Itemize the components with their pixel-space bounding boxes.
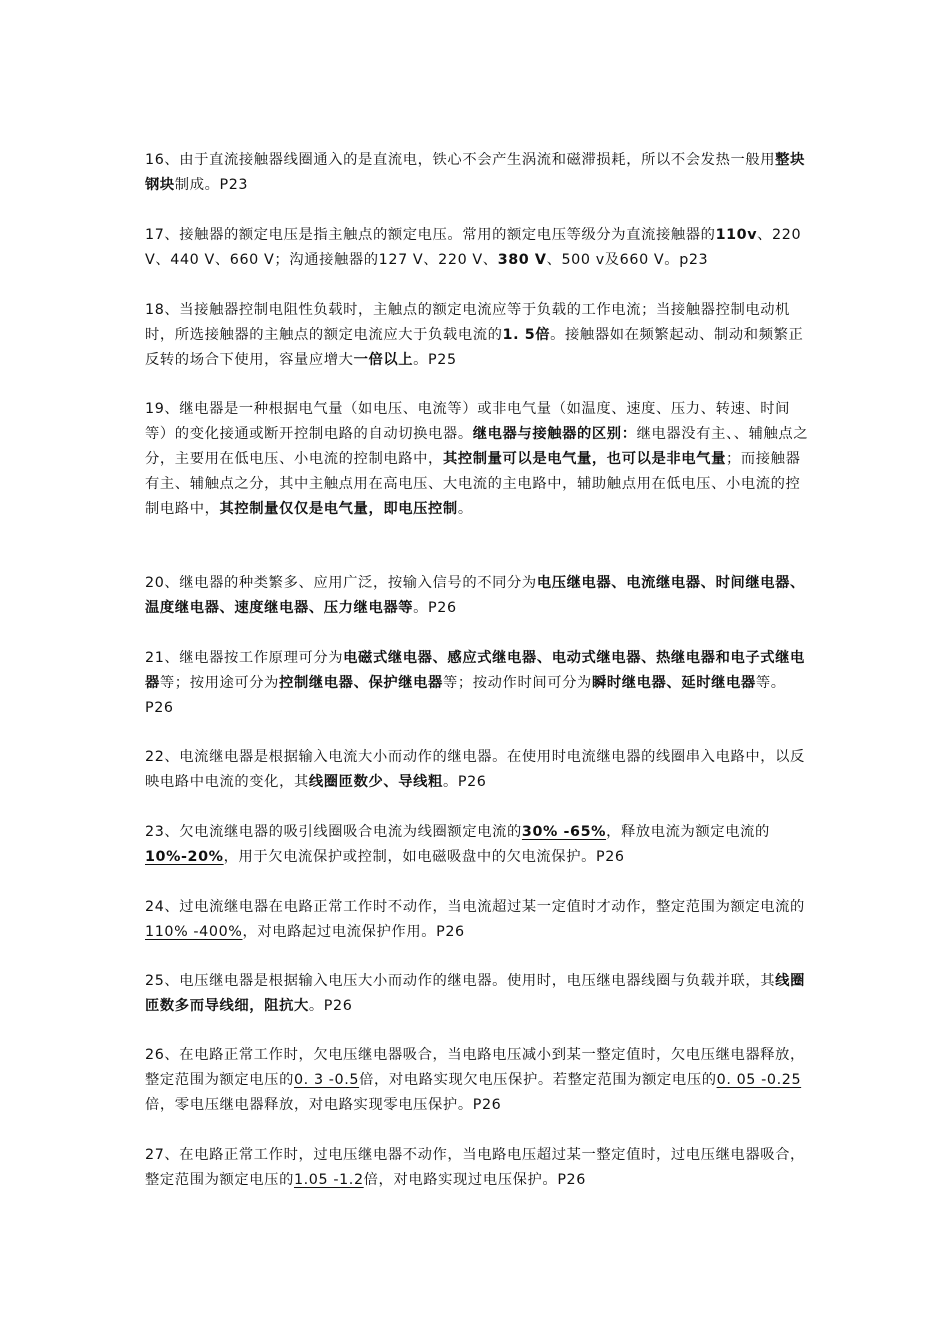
text-run: ；而接触器有主、辅触点之分，其中主触点用在高电压、大电流的主电路中，辅助触点用在低电压、小电流的控制电路中， — [145, 451, 801, 517]
bold-term: 线圈匝数多而导线细，阻抗大 — [145, 973, 805, 1014]
text-run: 。P25 — [413, 352, 457, 368]
paragraph-23 — [145, 820, 810, 870]
text-run: 26、在电路正常工作时，欠电压继电器吸合，当电路电压减小到某一整定值时，欠电压继电器释放，整定范围为额定电压的 — [145, 1047, 805, 1088]
text-run: 倍，零电压继电器释放，对电路实现零电压保护。P26 — [145, 1097, 502, 1113]
text-run: 22、电流继电器是根据输入电流大小而动作的继电器。在使用时电流继电器的线圈串入电路中，以反映电路中电流的变化，其 — [145, 749, 805, 790]
paragraph-27 — [145, 1143, 810, 1193]
text-run: 24、过电流继电器在电路正常工作时不动作，当电流超过某一定值时才动作，整定范围为额定电流的 — [145, 899, 805, 915]
text-run: 17、接触器的额定电压是指主触点的额定电压。常用的额定电压等级分为直流接触器的 — [145, 227, 716, 243]
text-run: 倍，对电路实现欠电压保护。若整定范围为额定电压的 — [359, 1072, 717, 1088]
text-run: ，用于欠电流保护或控制，如电磁吸盘中的欠电流保护。P26 — [223, 849, 625, 865]
text-run: 21、继电器按工作原理可分为 — [145, 650, 344, 666]
text-run: 继电器没有主、、辅触点之分，主要用在低电压、小电流的控制电路中， — [145, 426, 809, 467]
bold-term: 整块钢块 — [145, 152, 805, 193]
paragraph-24 — [145, 895, 810, 945]
paragraph-17 — [145, 223, 810, 273]
text-run: 。 — [457, 501, 473, 517]
underlined-value: 0. 05 -0.25 — [716, 1072, 802, 1088]
text-run: 倍，对电路实现过电压保护。P26 — [363, 1172, 586, 1188]
text-run: 16、由于直流接触器线圈通入的是直流电，铁心不会产生涡流和磁滞损耗，所以不会发热一般用 — [145, 152, 776, 168]
text-run: 等；按动作时间可分为 — [442, 675, 592, 691]
text-run: ，释放电流为额定电流的 — [606, 824, 770, 840]
paragraph-19 — [145, 397, 810, 522]
bold-term: 1. 5倍 — [502, 327, 551, 343]
paragraph-25 — [145, 969, 810, 1019]
text-run: 19、继电器是一种根据电气量（如电压、电流等）或非电气量（如温度、速度、压力、转速、时间等）的变化接通或断开控制电路的自动切换电器。 — [145, 401, 791, 442]
underlined-value: 1.05 -1.2 — [293, 1172, 364, 1188]
bold-term: 控制继电器、保护继电器 — [279, 675, 443, 691]
text-run: ，对电路起过电流保护作用。P26 — [242, 924, 465, 940]
bold-term: 瞬时继电器、延时继电器 — [591, 675, 756, 691]
text-run: 23、欠电流继电器的吸引线圈吸合电流为线圈额定电流的 — [145, 824, 522, 840]
paragraph-18 — [145, 298, 810, 373]
paragraph-21 — [145, 646, 810, 721]
text-run: 。接触器如在频繁起动、制动和频繁正反转的场合下使用，容量应增大 — [145, 327, 804, 368]
text-run: 、220 V、440 V、660 V；沟通接触器的127 V、220 V、 — [145, 227, 807, 268]
text-run: 等。P26 — [145, 675, 786, 716]
text-run: 制成。P23 — [174, 177, 249, 193]
underlined-value: 110% -400% — [145, 924, 243, 940]
underlined-value: 0. 3 -0.5 — [293, 1072, 360, 1088]
paragraph-20 — [145, 571, 810, 621]
text-run: 等；按用途可分为 — [159, 675, 280, 691]
text-run: 。P26 — [413, 600, 457, 616]
text-run: 25、电压继电器是根据输入电压大小而动作的继电器。使用时，电压继电器线圈与负载并联，其 — [145, 973, 776, 989]
bold-term: 其控制量仅仅是电气量，即电压控制 — [219, 501, 458, 517]
text-run: 18、当接触器控制电阻性负载时，主触点的额定电流应等于负载的工作电流；当接触器控制电动机时，所选接触器的主触点的额定电流应大于负载电流的 — [145, 302, 791, 343]
bold-term: 一倍以上 — [353, 352, 414, 368]
text-run: 。P26 — [308, 998, 353, 1014]
text-run: 20、继电器的种类繁多、应用广泛，按输入信号的不同分为 — [145, 575, 537, 591]
bold-underlined-value: 10%-20% — [145, 849, 224, 865]
bold-term: 继电器与接触器的区别： — [472, 426, 637, 442]
text-run: 、500 v及660 V。p23 — [546, 252, 709, 268]
bold-term: 电磁式继电器、感应式继电器、电动式继电器、热继电器和电子式继电器 — [145, 650, 805, 691]
bold-underlined-value: 30% -65% — [521, 824, 607, 840]
paragraph-22 — [145, 745, 810, 795]
paragraph-16 — [145, 148, 810, 198]
paragraph-26 — [145, 1043, 810, 1118]
bold-term: 380 V — [497, 252, 547, 268]
text-run: 。P26 — [442, 774, 487, 790]
text-run: 27、在电路正常工作时，过电压继电器不动作，当电路电压超过某一整定值时，过电压继电器吸合，整定范围为额定电压的 — [145, 1147, 805, 1188]
bold-term: 110v — [715, 227, 758, 243]
bold-term: 线圈匝数少、导线粗 — [308, 774, 443, 790]
bold-term: 其控制量可以是电气量，也可以是非电气量 — [442, 451, 726, 467]
bold-term: 电压继电器、电流继电器、时间继电器、温度继电器、速度继电器、压力继电器等 — [145, 575, 805, 616]
